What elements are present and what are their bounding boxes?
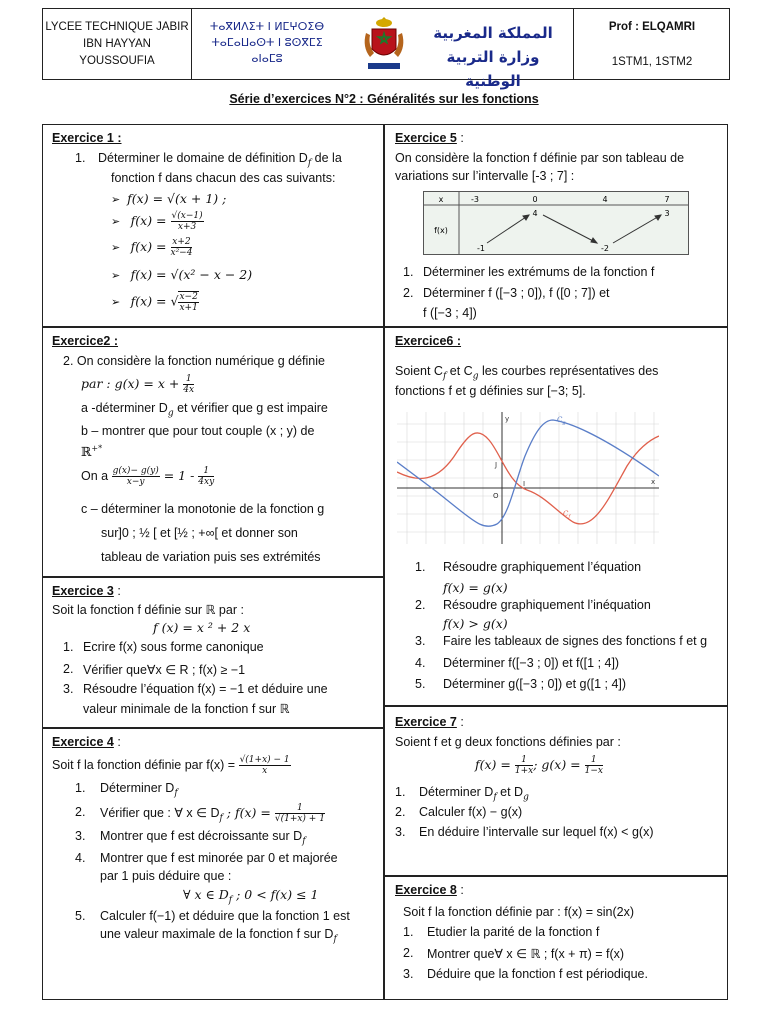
ex3-item-1: Ecrire f(x) sous forme canonique	[83, 640, 264, 654]
colon: :	[456, 883, 464, 897]
colon: :	[456, 715, 464, 729]
ex7-functions	[475, 755, 603, 776]
ex6-line-1b: et C	[446, 364, 473, 378]
table-x-value: -3	[471, 195, 479, 204]
exercise-6-title: Exercice6 :	[395, 334, 462, 348]
q1-text: Déterminer le domaine de définition $D_f$ de la	[98, 151, 342, 169]
ex4-item-3-text: Montrer que f est décroissante sur D	[100, 829, 303, 843]
tifinagh-text	[202, 19, 332, 67]
numerator: x+2	[172, 237, 191, 247]
ex6-item-1: Résoudre graphiquement l’équation	[443, 560, 642, 574]
ex6-item-2-num: 2.	[415, 598, 426, 612]
table-f-value: 4	[532, 209, 538, 218]
ex2-line-3b: et vérifier que g est impaire	[173, 401, 328, 415]
ex6-item-3: Faire les tableaux de signes des fonctions f et g	[443, 634, 708, 648]
denominator: x+3	[177, 222, 197, 232]
ex6-item-2-ineq: f(x) > g(x)	[443, 616, 508, 631]
exercise-8-title: Exercice 8	[395, 883, 457, 897]
exercise-3-heading	[52, 584, 121, 598]
ex4-item-1: Déterminer $D_f$	[100, 781, 178, 799]
numerator: √(1+x) − 1	[239, 755, 290, 765]
school-line: IBN HAYYAN	[83, 37, 151, 50]
exercise-3-box	[42, 577, 384, 728]
function-2	[111, 211, 204, 232]
colon: :	[113, 584, 121, 598]
fraction	[171, 237, 193, 258]
morocco-coat-of-arms-icon	[360, 13, 408, 75]
arabic-text	[428, 21, 558, 93]
tifinagh-line: ⵜⴰⵎⴰⵡⴰⵙⵜ ⵏ ⵓⵙⴳⵎⵉ	[211, 36, 323, 49]
q1-text-b: de la	[311, 151, 342, 165]
function-3	[111, 237, 192, 258]
ex4-item-3-num: 3.	[75, 829, 86, 843]
ex5-item-1-num: 1.	[403, 265, 414, 279]
ex7-item-2: Calculer f(x) − g(x)	[419, 805, 523, 819]
ex3-item-3-cont: valeur minimale de la fonction f sur ℝ	[83, 702, 290, 716]
arrow-bullet-icon: ➢	[111, 296, 121, 309]
arabic-line: وزارة التربية الوطنية	[446, 48, 540, 90]
denominator: x	[262, 766, 268, 776]
table-f-value: -1	[477, 244, 485, 253]
exercise-7-box	[384, 706, 728, 876]
ex3-item-2-num: 2.	[63, 662, 74, 676]
ex2-line-5	[81, 444, 102, 459]
numerator: 1	[515, 755, 533, 766]
x-axis-label: x	[651, 478, 656, 486]
y-axis-label: y	[505, 415, 510, 423]
ex6-item-4-num: 4.	[415, 656, 426, 670]
ex5-item-2: Déterminer f ([−3 ; 0]), f ([0 ; 7]) et	[423, 286, 610, 300]
exercise-2-title: Exercice2 :	[52, 334, 119, 348]
ex7-item-1-text: Déterminer D	[419, 785, 494, 799]
fraction	[171, 211, 204, 232]
ex6-line-1c: les courbes représentatives des	[478, 364, 659, 378]
table-x-value: 4	[602, 195, 608, 204]
ex4-item-1-text: Déterminer D	[100, 781, 175, 795]
g-lhs: ; g(x) =	[533, 757, 585, 772]
ex6-item-5: Déterminer g([−3 ; 0]) et g([1 ; 4])	[443, 677, 627, 691]
ex2-line-9: tableau de variation puis ses extrémités	[101, 550, 321, 564]
ex4-item-4-num: 4.	[75, 851, 86, 865]
exercise-2-box	[42, 327, 384, 577]
denominator: 4xy	[198, 477, 215, 487]
curve-cf	[397, 433, 659, 524]
function-4-expr: f(x) = √(x² − x − 2)	[130, 267, 253, 282]
fraction	[585, 755, 603, 776]
numerator: 1	[183, 374, 194, 385]
fraction	[178, 291, 198, 313]
series-title-text: Série d’exercices N°2 : Généralités sur les fonctions	[229, 92, 539, 106]
g-definition: par : g(x) = x +	[81, 375, 184, 391]
ex4-item-2-num: 2.	[75, 805, 86, 819]
ex4-item-5-cont-text: une valeur maximale de la fonction f sur D	[100, 927, 334, 941]
ex3-item-1-num: 1.	[63, 640, 74, 654]
colon: :	[113, 735, 121, 749]
ex2-line-2	[81, 374, 194, 395]
ex4-inequality: ∀ x ∈ $D_f$ ; 0 < f(x) ≤ 1	[183, 887, 319, 906]
denominator: 1+x	[514, 766, 534, 776]
ex4-item-5: Calculer f(−1) et déduire que la fonction 1 est	[100, 909, 350, 923]
ex8-line-1: Soit f la fonction définie par : f(x) = sin(2x)	[403, 905, 635, 919]
header-table	[42, 8, 730, 90]
ex4-definition	[52, 755, 291, 776]
denominator: 4x	[183, 385, 195, 395]
function-1	[111, 191, 226, 206]
ex3-item-3: Résoudre l’équation f(x) = −1 et déduire une	[83, 682, 328, 696]
table-f-value: 3	[664, 209, 670, 218]
ex2-line-8: sur]0 ; ½ [ et [½ ; +∞[ et donner son	[101, 526, 298, 540]
denominator: x+1	[179, 303, 198, 313]
ex6-line-1a: Soient C	[395, 364, 443, 378]
ex2-line-1: 2. On considère la fonction numérique g définie	[63, 354, 325, 368]
fraction	[515, 755, 533, 776]
fraction	[198, 466, 214, 487]
table-f-value: -2	[601, 244, 609, 253]
school-name	[43, 9, 192, 79]
ex6-item-4: Déterminer f([−3 ; 0]) et f([1 ; 4])	[443, 656, 620, 670]
ex4-item-2: Vérifier que : ∀ x ∈ $D_f$ ; f(x) = $\frac{1}{√(1+x) + 1}$	[100, 803, 325, 824]
numerator: 1	[198, 466, 214, 477]
numerator: 1	[275, 803, 325, 814]
ex6-line-2: fonctions f et g définies sur [−3; 5].	[395, 384, 586, 398]
ex4-inequality-b: ; 0 < f(x) ≤ 1	[232, 887, 319, 902]
ex8-item-1-num: 1.	[403, 925, 414, 939]
ex6-item-1-num: 1.	[415, 560, 426, 574]
exercise-1-title: Exercice 1 :	[52, 131, 122, 145]
fraction	[183, 374, 194, 395]
origin-label: O	[493, 492, 499, 500]
ex3-line-1: Soit la fonction f définie sur ℝ par :	[52, 603, 244, 617]
ex5-item-2-num: 2.	[403, 286, 414, 300]
ex4-item-4: Montrer que f est minorée par 0 et majorée	[100, 851, 338, 865]
ex8-item-3-num: 3.	[403, 967, 414, 981]
numerator: g(x)− g(y)	[112, 466, 159, 476]
ex7-line-1: Soient f et g deux fonctions définies par :	[395, 735, 621, 749]
exercise-4-box	[42, 728, 384, 1000]
ex2-line-3a: a -déterminer D	[81, 401, 168, 415]
reals-symbol: ℝ	[81, 444, 92, 460]
ex6-item-3-num: 3.	[415, 634, 426, 648]
unit-j-label: J	[495, 461, 498, 469]
tifinagh-line: ⵜⴰⴳⵍⴷⵉⵜ ⵏ ⵍⵎⵖⵔⵉⴱ	[209, 20, 325, 33]
function-5-lhs: f(x) = √	[130, 293, 179, 309]
ministry-banner	[192, 9, 572, 90]
exercise-8-box	[384, 876, 728, 1000]
fraction	[112, 466, 160, 487]
exercise-6-box	[384, 327, 728, 706]
f-lhs: f(x) =	[475, 757, 515, 772]
ex7-item-2-num: 2.	[395, 805, 406, 819]
q1-text-a: Déterminer le domaine de définition D	[98, 151, 308, 165]
exercise-3-title: Exercice 3	[52, 584, 114, 598]
school-line: LYCEE TECHNIQUE JABIR	[45, 20, 189, 33]
ex6-item-2: Résoudre graphiquement l’inéquation	[443, 598, 651, 612]
exercise-4-title: Exercice 4	[52, 735, 114, 749]
ex3-function: f (x) = x ² + 2 x	[153, 620, 251, 635]
ex7-item-1-and: et D	[496, 785, 524, 799]
ex2-line-4: b – montrer que pour tout couple (x ; y) de	[81, 424, 315, 438]
function-2-lhs: f(x) =	[130, 212, 171, 228]
exercise-5-box	[384, 124, 728, 327]
arrow-bullet-icon: ➢	[111, 215, 121, 228]
ex6-item-5-num: 5.	[415, 677, 426, 691]
numerator: x−2	[179, 292, 198, 302]
ex4-item-3: Montrer que f est décroissante sur $D_f$	[100, 829, 306, 847]
function-4	[111, 267, 252, 282]
series-title	[0, 92, 768, 106]
class-list: 1STM1, 1STM2	[611, 55, 693, 68]
table-x-value: 0	[532, 195, 538, 204]
exercise-7-heading	[395, 715, 464, 729]
numerator: 1	[585, 755, 603, 766]
ex2-line-3: a -déterminer $D_g$ et vérifier que g est impaire	[81, 401, 328, 419]
ex7-item-1-num: 1.	[395, 785, 406, 799]
fraction	[275, 803, 325, 824]
arrow-bullet-icon: ➢	[111, 241, 121, 254]
prof-name: Prof : ELQAMRI	[608, 20, 696, 33]
exercise-8-heading	[395, 883, 464, 897]
exercise-7-title: Exercice 7	[395, 715, 457, 729]
exercise-5-heading	[395, 131, 464, 145]
table-fx-label: f(x)	[434, 226, 448, 235]
ex4-item-5-cont: une valeur maximale de la fonction f sur $D_f$	[100, 927, 337, 945]
ex2-line-7: c – déterminer la monotonie de la fonction g	[81, 502, 325, 516]
function-1-expr: f(x) = √(x + 1) ;	[127, 191, 227, 206]
denominator: x²−4	[170, 248, 193, 258]
ex4-item-1-num: 1.	[75, 781, 86, 795]
ex4-item-5-num: 5.	[75, 909, 86, 923]
ex5-line-1: On considère la fonction f définie par son tableau de	[395, 151, 685, 165]
ex2-line-6a: On a	[81, 468, 112, 483]
cf-curve-label: $C_f$	[563, 510, 571, 520]
reals-superscript: +*	[91, 444, 103, 453]
ex7-item-3: En déduire l’intervalle sur lequel f(x) < g(x)	[419, 825, 654, 839]
ex3-item-3-num: 3.	[63, 682, 74, 696]
colon: :	[456, 131, 464, 145]
ex4-item-2-text: Vérifier que : ∀ x ∈ D	[100, 805, 220, 820]
ex4-definition-text: Soit f la fonction définie par f(x) =	[52, 757, 239, 772]
denominator: x−y	[126, 477, 145, 487]
function-5	[111, 291, 199, 313]
teacher-info	[573, 9, 730, 79]
function-3-lhs: f(x) =	[130, 238, 171, 254]
ex7-item-1: Déterminer $D_f$ et $D_g$	[419, 785, 529, 803]
exercise-4-heading	[52, 735, 121, 749]
ex8-item-2-num: 2.	[403, 946, 414, 960]
school-line: YOUSSOUFIA	[79, 54, 155, 67]
ex4-item-4-cont: par 1 puis déduire que :	[100, 869, 232, 883]
table-x-label: x	[438, 195, 444, 204]
exercise-1-box	[42, 124, 384, 327]
variation-table	[423, 191, 689, 255]
ex3-item-2: Vérifier que∀x ∈ R ; f(x) ≥ −1	[83, 663, 246, 677]
ex8-item-1: Etudier la parité de la fonction f	[427, 925, 600, 939]
ex4-inequality-a: ∀ x ∈ D	[183, 887, 229, 902]
ex4-item-2-expr: ; f(x) =	[222, 804, 275, 820]
denominator: √(1+x) + 1	[274, 814, 325, 824]
curve-cg	[397, 420, 659, 526]
tifinagh-line: ⴰⵏⴰⵎⵓ	[251, 52, 283, 65]
fraction	[239, 755, 291, 776]
arrow-bullet-icon: ➢	[111, 194, 121, 206]
ex5-item-2-cont: f ([−3 ; 4])	[423, 306, 477, 320]
ex6-line-1: Soient $C_f$ et $C_g$ les courbes représentatives des	[395, 364, 659, 382]
unit-i-label: I	[523, 480, 526, 488]
ex8-item-3: Déduire que la fonction f est périodique.	[427, 967, 648, 981]
ex6-item-1-eq: f(x) = g(x)	[443, 580, 508, 595]
function-graph	[397, 412, 659, 544]
ex2-line-6b: = 1 -	[159, 467, 199, 483]
q1-text-cont: fonction f dans chacun des cas suivants:	[111, 171, 336, 185]
ex8-item-2: Montrer que∀ x ∈ ℝ ; f(x + π) = f(x)	[427, 947, 625, 961]
ex7-item-3-num: 3.	[395, 825, 406, 839]
q1-number: 1.	[75, 151, 86, 165]
exercise-5-title: Exercice 5	[395, 131, 457, 145]
cg-curve-label: $C_g$	[557, 416, 566, 426]
table-x-value: 7	[664, 195, 670, 204]
ex5-item-1: Déterminer les extrémums de la fonction f	[423, 265, 655, 279]
numerator: √(x−1)	[171, 211, 203, 221]
denominator: 1−x	[584, 766, 603, 776]
ex5-line-2: variations sur l’intervalle [-3 ; 7] :	[395, 169, 575, 183]
arabic-line: المملكة المغربية	[433, 24, 553, 42]
ex2-line-6	[81, 466, 214, 487]
arrow-bullet-icon: ➢	[111, 270, 121, 282]
